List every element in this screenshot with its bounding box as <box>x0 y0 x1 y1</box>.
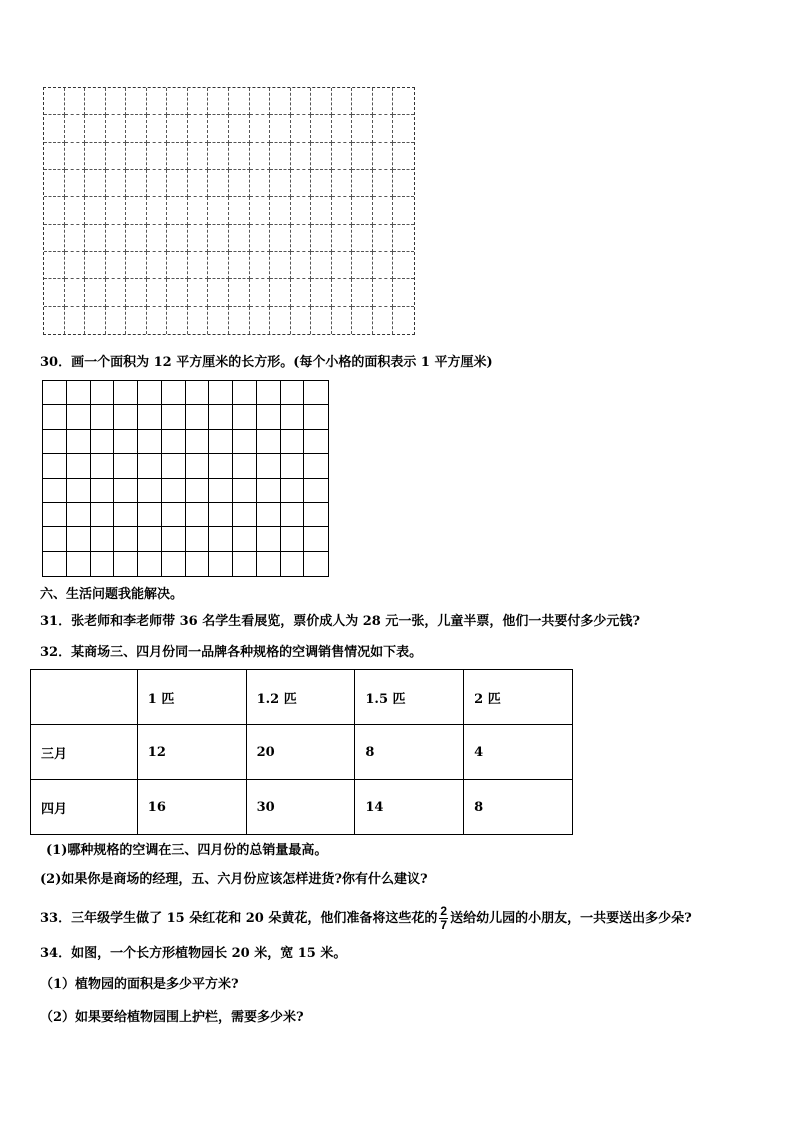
grid-cell <box>233 405 257 429</box>
grid-cell <box>304 552 328 576</box>
grid-cell <box>229 307 250 334</box>
grid-cell <box>393 252 414 279</box>
grid-cell <box>281 381 305 405</box>
grid-cell <box>304 454 328 478</box>
table-cell: 三月 <box>31 725 138 780</box>
grid-cell <box>311 225 332 252</box>
grid-cell <box>229 88 250 115</box>
grid-cell <box>85 252 106 279</box>
grid-cell <box>311 279 332 306</box>
grid-cell <box>352 279 373 306</box>
grid-cell <box>138 454 162 478</box>
grid-cell <box>393 88 414 115</box>
grid-cell <box>65 88 86 115</box>
grid-cell <box>304 381 328 405</box>
grid-cell <box>114 552 138 576</box>
grid-cell <box>332 170 353 197</box>
grid-cell <box>186 430 210 454</box>
question-33-text-before: 33．三年级学生做了 15 朵红花和 20 朵黄花，他们准备将这些花的 <box>40 911 438 926</box>
grid-cell <box>270 115 291 142</box>
grid-cell <box>91 527 115 551</box>
grid-cell <box>304 430 328 454</box>
grid-cell <box>281 405 305 429</box>
grid-cell <box>44 279 65 306</box>
grid-cell <box>332 88 353 115</box>
grid-cell <box>208 197 229 224</box>
table-cell <box>31 670 138 725</box>
grid-cell <box>162 405 186 429</box>
grid-cell <box>373 225 394 252</box>
grid-cell <box>43 503 67 527</box>
grid-cell <box>65 197 86 224</box>
grid-cell <box>233 381 257 405</box>
grid-cell <box>44 88 65 115</box>
grid-cell <box>270 143 291 170</box>
grid-cell <box>209 503 233 527</box>
grid-cell <box>126 88 147 115</box>
grid-cell <box>114 503 138 527</box>
grid-cell <box>44 115 65 142</box>
grid-cell <box>85 307 106 334</box>
grid-cell <box>138 552 162 576</box>
grid-cell <box>126 143 147 170</box>
grid-cell <box>332 197 353 224</box>
grid-cell <box>85 115 106 142</box>
question-34-sub-1: （1）植物园的面积是多少平方米? <box>40 977 239 992</box>
grid-cell <box>44 170 65 197</box>
grid-cell <box>85 197 106 224</box>
grid-cell <box>188 143 209 170</box>
grid-cell <box>332 143 353 170</box>
grid-cell <box>233 479 257 503</box>
grid-cell <box>91 405 115 429</box>
grid-cell <box>85 88 106 115</box>
grid-cell <box>138 503 162 527</box>
grid-cell <box>91 454 115 478</box>
grid-cell <box>373 115 394 142</box>
grid-cell <box>106 88 127 115</box>
grid-cell <box>106 252 127 279</box>
solid-grid-paper[interactable] <box>42 380 329 577</box>
grid-cell <box>393 143 414 170</box>
table-cell: 2 匹 <box>464 670 573 725</box>
grid-cell <box>91 381 115 405</box>
grid-cell <box>304 479 328 503</box>
grid-cell <box>233 430 257 454</box>
grid-cell <box>208 307 229 334</box>
grid-cell <box>250 143 271 170</box>
grid-cell <box>65 279 86 306</box>
grid-cell <box>91 552 115 576</box>
grid-cell <box>352 225 373 252</box>
grid-cell <box>250 307 271 334</box>
table-cell: 四月 <box>31 780 138 835</box>
grid-cell <box>233 454 257 478</box>
grid-cell <box>65 307 86 334</box>
grid-cell <box>186 454 210 478</box>
grid-cell <box>44 225 65 252</box>
grid-cell <box>106 143 127 170</box>
grid-cell <box>257 527 281 551</box>
grid-cell <box>393 279 414 306</box>
grid-cell <box>188 197 209 224</box>
question-32-sub-2: (2)如果你是商场的经理，五、六月份应该怎样进货?你有什么建议? <box>40 872 428 887</box>
table-cell: 30 <box>246 780 355 835</box>
table-cell: 8 <box>464 780 573 835</box>
grid-cell <box>233 552 257 576</box>
grid-cell <box>257 405 281 429</box>
grid-cell <box>138 479 162 503</box>
grid-cell <box>208 252 229 279</box>
grid-cell <box>44 197 65 224</box>
grid-cell <box>43 405 67 429</box>
grid-cell <box>208 170 229 197</box>
grid-cell <box>126 252 147 279</box>
question-34: 34．如图，一个长方形植物园长 20 米，宽 15 米。 <box>40 946 347 961</box>
grid-cell <box>229 143 250 170</box>
grid-cell <box>44 143 65 170</box>
grid-cell <box>114 454 138 478</box>
grid-cell <box>43 552 67 576</box>
grid-cell <box>147 197 168 224</box>
question-34-sub-2: （2）如果要给植物园围上护栏，需要多少米? <box>40 1010 304 1025</box>
grid-cell <box>291 115 312 142</box>
grid-cell <box>85 170 106 197</box>
grid-cell <box>311 88 332 115</box>
grid-cell <box>106 170 127 197</box>
grid-cell <box>332 225 353 252</box>
grid-cell <box>147 115 168 142</box>
grid-cell <box>126 170 147 197</box>
grid-cell <box>138 405 162 429</box>
grid-cell <box>126 225 147 252</box>
grid-cell <box>352 143 373 170</box>
grid-cell <box>257 552 281 576</box>
grid-cell <box>114 430 138 454</box>
grid-cell <box>250 197 271 224</box>
grid-cell <box>147 279 168 306</box>
grid-cell <box>209 527 233 551</box>
grid-cell <box>85 225 106 252</box>
grid-cell <box>281 454 305 478</box>
grid-cell <box>91 479 115 503</box>
grid-cell <box>311 115 332 142</box>
table-cell: 8 <box>355 725 464 780</box>
grid-cell <box>186 503 210 527</box>
grid-cell <box>270 88 291 115</box>
table-cell: 1.5 匹 <box>355 670 464 725</box>
question-30: 30．画一个面积为 12 平方厘米的长方形。(每个小格的面积表示 1 平方厘米) <box>40 355 493 370</box>
grid-cell <box>270 170 291 197</box>
grid-cell <box>188 115 209 142</box>
grid-cell <box>167 143 188 170</box>
grid-cell <box>114 381 138 405</box>
grid-cell <box>332 307 353 334</box>
question-33-text-after: 送给幼儿园的小朋友，一共要送出多少朵? <box>450 911 692 926</box>
grid-cell <box>373 170 394 197</box>
question-33 <box>40 904 692 934</box>
grid-cell <box>281 527 305 551</box>
grid-cell <box>208 225 229 252</box>
grid-cell <box>186 479 210 503</box>
grid-cell <box>257 381 281 405</box>
grid-cell <box>233 503 257 527</box>
grid-cell <box>85 143 106 170</box>
grid-cell <box>373 279 394 306</box>
grid-cell <box>250 115 271 142</box>
grid-cell <box>67 381 91 405</box>
grid-cell <box>65 225 86 252</box>
grid-cell <box>67 454 91 478</box>
grid-cell <box>162 503 186 527</box>
grid-cell <box>281 552 305 576</box>
grid-cell <box>270 307 291 334</box>
grid-cell <box>126 279 147 306</box>
grid-cell <box>209 454 233 478</box>
grid-cell <box>65 143 86 170</box>
fraction-denominator: 7 <box>440 918 448 932</box>
grid-cell <box>167 307 188 334</box>
grid-cell <box>106 225 127 252</box>
table-cell: 1 匹 <box>137 670 246 725</box>
grid-cell <box>67 479 91 503</box>
grid-cell <box>147 252 168 279</box>
grid-cell <box>352 170 373 197</box>
grid-cell <box>44 307 65 334</box>
grid-cell <box>352 252 373 279</box>
grid-cell <box>311 143 332 170</box>
grid-cell <box>208 279 229 306</box>
grid-cell <box>304 527 328 551</box>
fraction-numerator: 2 <box>440 904 448 918</box>
grid-cell <box>106 279 127 306</box>
grid-cell <box>250 88 271 115</box>
question-32: 32．某商场三、四月份同一品牌各种规格的空调销售情况如下表。 <box>40 645 423 660</box>
grid-cell <box>167 252 188 279</box>
grid-cell <box>229 252 250 279</box>
grid-cell <box>162 430 186 454</box>
grid-cell <box>352 307 373 334</box>
question-32-sub-1: (1)哪种规格的空调在三、四月份的总销量最高。 <box>46 843 328 858</box>
grid-cell <box>352 197 373 224</box>
grid-cell <box>304 405 328 429</box>
grid-cell <box>229 279 250 306</box>
grid-cell <box>167 170 188 197</box>
grid-cell <box>65 170 86 197</box>
grid-cell <box>188 88 209 115</box>
grid-cell <box>352 115 373 142</box>
grid-cell <box>186 552 210 576</box>
table-header-row <box>31 670 573 725</box>
grid-cell <box>250 252 271 279</box>
grid-cell <box>67 405 91 429</box>
grid-cell <box>209 552 233 576</box>
grid-cell <box>106 115 127 142</box>
grid-cell <box>250 170 271 197</box>
grid-cell <box>257 454 281 478</box>
grid-cell <box>291 225 312 252</box>
grid-cell <box>393 307 414 334</box>
dashed-grid-paper <box>43 87 415 335</box>
grid-cell <box>167 88 188 115</box>
grid-cell <box>291 197 312 224</box>
grid-cell <box>188 170 209 197</box>
grid-cell <box>147 225 168 252</box>
grid-cell <box>281 479 305 503</box>
section-6-title: 六、生活问题我能解决。 <box>40 587 184 602</box>
grid-cell <box>311 307 332 334</box>
grid-cell <box>209 479 233 503</box>
grid-cell <box>270 197 291 224</box>
grid-cell <box>162 454 186 478</box>
grid-cell <box>91 503 115 527</box>
grid-cell <box>147 307 168 334</box>
grid-cell <box>43 479 67 503</box>
grid-cell <box>114 405 138 429</box>
grid-cell <box>44 252 65 279</box>
grid-cell <box>114 479 138 503</box>
grid-cell <box>188 279 209 306</box>
grid-cell <box>270 252 291 279</box>
grid-cell <box>291 170 312 197</box>
grid-cell <box>114 527 138 551</box>
grid-cell <box>304 503 328 527</box>
grid-cell <box>229 197 250 224</box>
table-row <box>31 725 573 780</box>
grid-cell <box>311 252 332 279</box>
grid-cell <box>43 430 67 454</box>
grid-cell <box>393 170 414 197</box>
grid-cell <box>373 88 394 115</box>
question-31: 31．张老师和李老师带 36 名学生看展览，票价成人为 28 元一张，儿童半票，他们一共要付多少元钱? <box>40 614 640 629</box>
sales-table <box>30 669 573 835</box>
grid-cell <box>147 170 168 197</box>
grid-cell <box>167 197 188 224</box>
grid-cell <box>138 381 162 405</box>
grid-cell <box>188 225 209 252</box>
grid-cell <box>162 479 186 503</box>
grid-cell <box>43 454 67 478</box>
grid-cell <box>291 279 312 306</box>
table-cell: 16 <box>137 780 246 835</box>
grid-cell <box>250 225 271 252</box>
table-cell: 1.2 匹 <box>246 670 355 725</box>
grid-cell <box>126 197 147 224</box>
grid-cell <box>209 381 233 405</box>
grid-cell <box>91 430 115 454</box>
grid-cell <box>67 552 91 576</box>
grid-cell <box>291 143 312 170</box>
grid-cell <box>257 479 281 503</box>
grid-cell <box>126 307 147 334</box>
grid-cell <box>270 225 291 252</box>
grid-cell <box>373 252 394 279</box>
grid-cell <box>147 88 168 115</box>
grid-cell <box>257 430 281 454</box>
grid-cell <box>250 279 271 306</box>
grid-cell <box>311 197 332 224</box>
grid-cell <box>67 430 91 454</box>
grid-cell <box>138 430 162 454</box>
grid-cell <box>233 527 257 551</box>
grid-cell <box>186 527 210 551</box>
grid-cell <box>188 252 209 279</box>
grid-cell <box>167 115 188 142</box>
grid-cell <box>229 115 250 142</box>
grid-cell <box>167 279 188 306</box>
grid-cell <box>162 381 186 405</box>
grid-cell <box>352 88 373 115</box>
grid-cell <box>147 143 168 170</box>
grid-cell <box>373 143 394 170</box>
grid-cell <box>393 115 414 142</box>
grid-cell <box>332 279 353 306</box>
fraction <box>439 905 448 932</box>
grid-cell <box>332 252 353 279</box>
grid-cell <box>162 527 186 551</box>
grid-cell <box>65 252 86 279</box>
grid-cell <box>209 430 233 454</box>
grid-cell <box>186 381 210 405</box>
grid-cell <box>188 307 209 334</box>
grid-cell <box>126 115 147 142</box>
grid-cell <box>167 225 188 252</box>
grid-cell <box>332 115 353 142</box>
grid-cell <box>291 252 312 279</box>
grid-cell <box>311 170 332 197</box>
grid-cell <box>186 405 210 429</box>
grid-cell <box>209 405 233 429</box>
grid-cell <box>162 552 186 576</box>
grid-cell <box>229 225 250 252</box>
grid-cell <box>208 143 229 170</box>
grid-cell <box>373 307 394 334</box>
grid-cell <box>208 115 229 142</box>
grid-cell <box>85 279 106 306</box>
grid-cell <box>229 170 250 197</box>
grid-cell <box>43 527 67 551</box>
grid-cell <box>373 197 394 224</box>
table-cell: 4 <box>464 725 573 780</box>
grid-cell <box>208 88 229 115</box>
grid-cell <box>291 88 312 115</box>
grid-cell <box>281 503 305 527</box>
grid-cell <box>106 307 127 334</box>
grid-cell <box>43 381 67 405</box>
table-cell: 14 <box>355 780 464 835</box>
table-cell: 12 <box>137 725 246 780</box>
grid-cell <box>257 503 281 527</box>
table-cell: 20 <box>246 725 355 780</box>
grid-cell <box>291 307 312 334</box>
grid-cell <box>67 527 91 551</box>
grid-cell <box>106 197 127 224</box>
grid-cell <box>65 115 86 142</box>
grid-cell <box>393 225 414 252</box>
table-row <box>31 780 573 835</box>
grid-cell <box>270 279 291 306</box>
grid-cell <box>138 527 162 551</box>
grid-cell <box>281 430 305 454</box>
grid-cell <box>67 503 91 527</box>
grid-cell <box>393 197 414 224</box>
